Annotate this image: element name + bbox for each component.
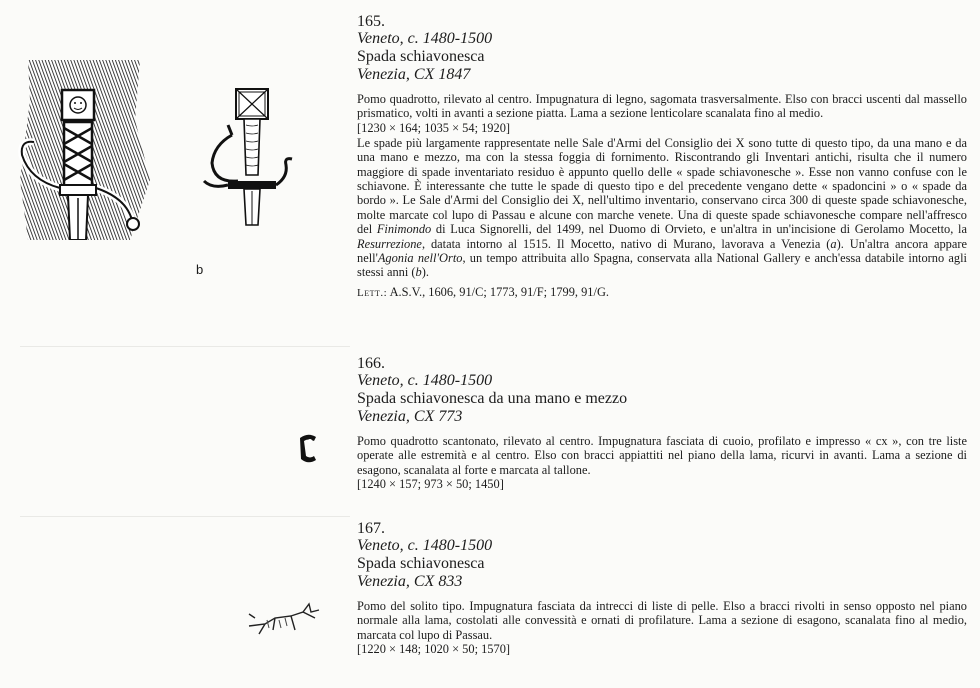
entry-origin: Veneto, c. 1480-1500 [357,537,493,554]
commentary-ref: a [830,236,837,251]
catalog-entry-165 [357,13,967,301]
commentary-title: Agonia nell'Orto [377,251,463,266]
entry-inventory: Venezia, CX 1847 [357,66,471,83]
entry-body [357,599,967,657]
scan-line [20,516,350,517]
entry-description: Pomo quadrotto, rilevato al centro. Impugnatura di legno, sagomata trasversalmente. Elso con bracci uscenti dal massello prismatico, volti in avanti a sezione piatta. Lama a sezione lenticolare scanalata fino al medio. [357,92,967,121]
commentary-title: Finimondo [376,222,432,237]
commentary-text: ). [421,265,429,280]
commentary-text: , datata intorno al 1515. Il Mocetto, nativo di Murano, lavorava a Venezia ( [421,236,831,251]
entry-number: 166. [357,355,385,372]
literature-refs: A.S.V., 1606, 91/C; 1773, 91/F; 1799, 91/G. [387,284,609,299]
entry-literature [357,285,967,301]
entry-body [357,434,967,492]
entry-number: 165. [357,13,385,30]
entry-body [357,92,967,301]
commentary-text: di Luca Signorelli, del 1499, nel Duomo di Orvieto, e un'altra in un'incisione di Gerolamo Mocetto, la [431,222,967,237]
entry-description: Pomo del solito tipo. Impugnatura fasciata da intrecci di liste di pelle. Elso a bracci rivolti in senso opposto nel piano normale alla lama, costolati alle convessità e ornati di profilature. Lama a sezione di esagono, scanalata fino al medio, marcata col lupo di Passau. [357,599,967,642]
entry-inventory: Venezia, CX 833 [357,573,463,590]
sword-hilt-diagram-b [192,85,302,235]
entry-type: Spada schiavonesca da una mano e mezzo [357,390,628,407]
entry-dimensions: [1240 × 157; 973 × 50; 1450] [357,477,504,492]
wolf-of-passau-mark-167 [245,600,325,642]
scan-line [20,346,350,347]
commentary-title: Resurrezione [357,236,422,251]
catalog-entry-167 [357,520,967,657]
sword-hilt-engraving-a [0,60,165,240]
entry-origin: Veneto, c. 1480-1500 [357,372,493,389]
entry-dimensions: [1230 × 164; 1035 × 54; 1920] [357,120,511,135]
entry-commentary [357,136,967,280]
catalog-entry-166 [357,355,967,492]
commentary-text: ). Un'altra ancora appare nell' [357,236,968,266]
armory-mark-166 [296,432,320,464]
entry-type: Spada schiavonesca [357,48,485,65]
commentary-text: Le spade più largamente rappresentate nelle Sale d'Armi del Consiglio dei X sono tutte di questo tipo, da una mano e da una mano e mezzo, ma con la stessa foggia di fornimento. Riscontrando gli Inventari antichi, risulta che il numero maggiore di spade inventariato residuo è appunto quello delle « spade schiavonesche ». Esse non vanno confuse con le schiavone. È interessante che tutte le spade di questo tipo e del precedente vengano dette « spadoncini » o « spade da bordo ». Le Sale d'Armi del Consiglio dei X, nell'ultimo inventario, conservano circa 300 di queste spade schiavonesche, molte marcate col lupo di Passau e alcune con marche venete. Una di queste spade schiavonesche compare nell'affresco del [357,135,967,237]
figure-b-caption: b [196,262,204,277]
commentary-text: , un tempo attribuita allo Spagna, conservata alla National Gallery e anch'essa databile intorno agli stessi anni ( [357,251,967,280]
literature-label: Lett.: [357,286,388,299]
entry-origin: Veneto, c. 1480-1500 [357,30,493,47]
entry-dimensions: [1220 × 148; 1020 × 50; 1570] [357,642,511,657]
entry-type: Spada schiavonesca [357,555,485,572]
entry-number: 167. [357,520,385,537]
commentary-ref: b [415,265,422,280]
entry-inventory: Venezia, CX 773 [357,408,463,425]
entry-description: Pomo quadrotto scantonato, rilevato al centro. Impugnatura fasciata di cuoio, profilato e impresso « cx », con tre liste operate alle estremità e al centro. Elso con bracci appiattiti nel piano della lama, ricurvi in avanti. Lama a sezione di esagono, scanalata al forte e marcata al tallone. [357,434,967,477]
